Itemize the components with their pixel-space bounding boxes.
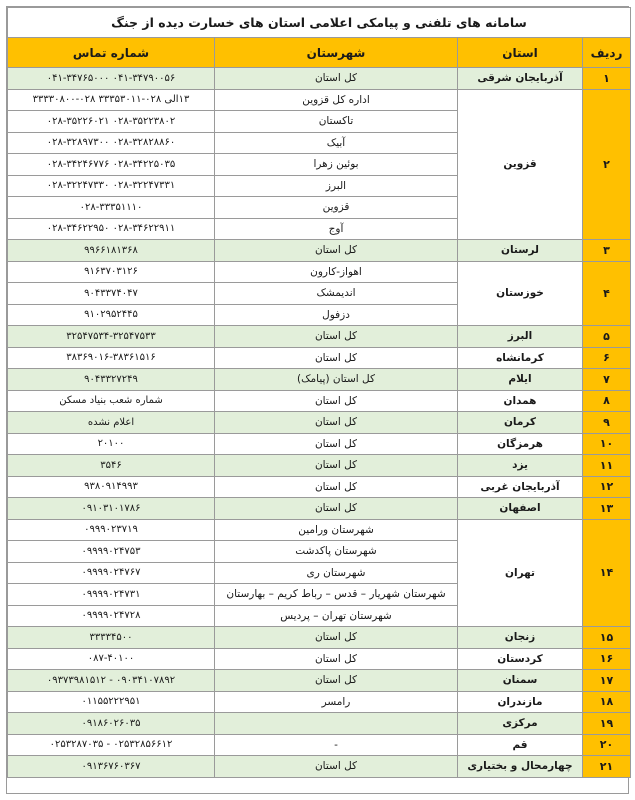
phone-cell: ۰۲۸-۳۴۶۲۲۹۱۱ ۰۲۸-۳۴۶۲۲۹۵۰ <box>8 218 215 240</box>
table-row <box>8 433 631 455</box>
province-cell: مرکزی <box>458 713 583 735</box>
city-cell: کل استان <box>215 347 458 369</box>
province-cell: هرمزگان <box>458 433 583 455</box>
header-row <box>8 38 631 68</box>
city-cell: کل استان <box>215 498 458 520</box>
city-cell <box>215 713 458 735</box>
phone-cell: ۰۲۵۳۲۸۵۶۶۱۲ - ۰۲۵۳۲۸۷۰۳۵ <box>8 734 215 756</box>
phone-cell: ۰۲۸-۳۳۳۵۱۱۱۰ <box>8 197 215 219</box>
city-cell: کل استان <box>215 240 458 262</box>
phone-cell: ۲۰۱۰۰ <box>8 433 215 455</box>
province-cell: اصفهان <box>458 498 583 520</box>
row-number: ۱ <box>583 68 631 90</box>
city-cell: اداره کل قزوین <box>215 89 458 111</box>
table-row <box>8 519 631 541</box>
phone-cell: ۰۹۰۳۴۱۰۷۸۹۲ - ۰۹۳۷۳۹۸۱۵۱۲ <box>8 670 215 692</box>
city-cell: قزوین <box>215 197 458 219</box>
province-cell: چهارمحال و بختیاری <box>458 756 583 778</box>
phone-cell: ۹۹۶۶۱۸۱۳۶۸ <box>8 240 215 262</box>
table-row <box>8 476 631 498</box>
province-cell: کردستان <box>458 648 583 670</box>
city-cell: کل استان <box>215 390 458 412</box>
table-row <box>8 691 631 713</box>
phone-cell: ۰۹۹۹۹۰۲۴۷۵۳ <box>8 541 215 563</box>
city-cell: کل استان <box>215 648 458 670</box>
row-number: ۱۴ <box>583 519 631 627</box>
table-row <box>8 390 631 412</box>
phone-cell: ۰۱۱۵۵۲۲۲۹۵۱ <box>8 691 215 713</box>
province-cell: قزوین <box>458 89 583 240</box>
city-cell: کل استان <box>215 756 458 778</box>
table-row <box>8 261 631 283</box>
city-cell: آوج <box>215 218 458 240</box>
row-number: ۹ <box>583 412 631 434</box>
table-row <box>8 240 631 262</box>
city-cell: کل استان <box>215 433 458 455</box>
city-cell: کل استان <box>215 412 458 434</box>
province-cell: سمنان <box>458 670 583 692</box>
city-cell: کل استان <box>215 326 458 348</box>
header-city: شهرستان <box>215 38 458 68</box>
city-cell: البرز <box>215 175 458 197</box>
phone-cell: ۹۰۴۳۳۷۴۰۴۷ <box>8 283 215 305</box>
phone-cell: ۰۹۹۹۹۰۲۴۷۶۷ <box>8 562 215 584</box>
table-row <box>8 68 631 90</box>
city-cell: شهرستان تهران – پردیس <box>215 605 458 627</box>
row-number: ۱۰ <box>583 433 631 455</box>
city-cell: کل استان <box>215 476 458 498</box>
province-cell: آذربایجان غربی <box>458 476 583 498</box>
header-phone: شماره تماس <box>8 38 215 68</box>
province-cell: خوزستان <box>458 261 583 326</box>
phone-cell: ۳۲۵۴۷۵۳۴-۳۲۵۴۷۵۳۳ <box>8 326 215 348</box>
phone-cell: ۹۱۶۳۷۰۳۱۲۶ <box>8 261 215 283</box>
title-row <box>8 8 631 38</box>
city-cell: اندیمشک <box>215 283 458 305</box>
phone-cell: ۰۹۹۹۹۰۲۴۷۳۱ <box>8 584 215 606</box>
row-number: ۱۸ <box>583 691 631 713</box>
city-cell: کل استان <box>215 627 458 649</box>
province-cell: یزد <box>458 455 583 477</box>
table-row <box>8 498 631 520</box>
row-number: ۱۶ <box>583 648 631 670</box>
province-cell: آذربایجان شرقی <box>458 68 583 90</box>
row-number: ۱۳ <box>583 498 631 520</box>
city-cell: اهواز-کارون <box>215 261 458 283</box>
row-number: ۲ <box>583 89 631 240</box>
row-number: ۶ <box>583 347 631 369</box>
city-cell: کل استان <box>215 670 458 692</box>
city-cell: کل استان <box>215 68 458 90</box>
table-row <box>8 369 631 391</box>
contact-table-sheet <box>6 6 629 794</box>
city-cell: کل استان (پیامک) <box>215 369 458 391</box>
province-cell: تهران <box>458 519 583 627</box>
province-cell: لرستان <box>458 240 583 262</box>
province-cell: قم <box>458 734 583 756</box>
province-cell: کرمان <box>458 412 583 434</box>
phone-cell: ۰۸۷-۴۰۱۰۰ <box>8 648 215 670</box>
phone-cell: اعلام نشده <box>8 412 215 434</box>
phone-cell: ۰۲۸-۳۲۲۴۷۳۳۱ ۰۲۸-۳۲۲۴۷۳۳۰ <box>8 175 215 197</box>
phone-cell: ۹۳۸۰۹۱۴۹۹۳ <box>8 476 215 498</box>
table-title: سامانه های تلفنی و پیامکی اعلامی استان های خسارت دیده از جنگ <box>8 8 631 38</box>
city-cell: رامسر <box>215 691 458 713</box>
table-body <box>8 68 631 778</box>
phone-cell: ۰۲۸-۳۴۲۲۵۰۳۵ ۰۲۸-۳۴۲۴۶۷۷۶ <box>8 154 215 176</box>
row-number: ۸ <box>583 390 631 412</box>
city-cell: آبیک <box>215 132 458 154</box>
row-number: ۱۲ <box>583 476 631 498</box>
row-number: ۳ <box>583 240 631 262</box>
row-number: ۱۱ <box>583 455 631 477</box>
phone-cell: ۰۲۸-۳۵۲۲۳۸۰۲ ۰۲۸-۳۵۲۲۶۰۲۱ <box>8 111 215 133</box>
phone-cell: ۰۹۱۳۶۷۶۰۳۶۷ <box>8 756 215 778</box>
row-number: ۵ <box>583 326 631 348</box>
city-cell: شهرستان پاکدشت <box>215 541 458 563</box>
table-row <box>8 648 631 670</box>
contact-table <box>7 7 631 778</box>
city-cell: شهرستان شهریار – قدس – رباط کریم – بهارستان <box>215 584 458 606</box>
phone-cell: ۰۹۹۹۰۲۳۷۱۹ <box>8 519 215 541</box>
table-row <box>8 326 631 348</box>
province-cell: مازندران <box>458 691 583 713</box>
table-row <box>8 670 631 692</box>
table-row <box>8 713 631 735</box>
city-cell: بوئین زهرا <box>215 154 458 176</box>
phone-cell: ۰۹۱۸۶۰۲۶۰۳۵ <box>8 713 215 735</box>
table-row <box>8 412 631 434</box>
table-row <box>8 89 631 111</box>
phone-cell: شماره شعب بنیاد مسکن <box>8 390 215 412</box>
row-number: ۲۰ <box>583 734 631 756</box>
phone-cell: ۰۲۸-۳۲۸۲۸۸۶۰ ۰۲۸-۳۲۸۹۷۳۰۰ <box>8 132 215 154</box>
header-province: استان <box>458 38 583 68</box>
phone-cell: ۹۰۴۳۳۲۷۲۴۹ <box>8 369 215 391</box>
phone-cell: ۳۳۳۳۴۵۰۰ <box>8 627 215 649</box>
province-cell: زنجان <box>458 627 583 649</box>
city-cell: کل استان <box>215 455 458 477</box>
city-cell: - <box>215 734 458 756</box>
phone-cell: ۰۴۱-۳۴۷۹۰۰۵۶ ۰۴۱-۳۴۷۶۵۰۰۰ <box>8 68 215 90</box>
province-cell: البرز <box>458 326 583 348</box>
phone-cell: ۰۹۹۹۹۰۲۴۷۲۸ <box>8 605 215 627</box>
table-row <box>8 455 631 477</box>
table-row <box>8 756 631 778</box>
province-cell: کرمانشاه <box>458 347 583 369</box>
phone-cell: ۳۸۳۶۹۰۱۶-۳۸۳۶۱۵۱۶ <box>8 347 215 369</box>
row-number: ۱۷ <box>583 670 631 692</box>
city-cell: شهرستان ری <box>215 562 458 584</box>
phone-cell: ۰۹۱۰۳۱۰۱۷۸۶ <box>8 498 215 520</box>
city-cell: دزفول <box>215 304 458 326</box>
table-row <box>8 347 631 369</box>
phone-cell: ۳۵۴۶ <box>8 455 215 477</box>
province-cell: ایلام <box>458 369 583 391</box>
table-row <box>8 627 631 649</box>
phone-cell: ۱۳الی ۰۲۸-۳۳۳۵۳۰۱۱ ۰۲۸-۳۳۳۳۰۸۰۰ <box>8 89 215 111</box>
phone-cell: ۹۱۰۲۹۵۲۴۴۵ <box>8 304 215 326</box>
city-cell: شهرستان ورامین <box>215 519 458 541</box>
row-number: ۷ <box>583 369 631 391</box>
row-number: ۴ <box>583 261 631 326</box>
table-row <box>8 734 631 756</box>
header-num: ردیف <box>583 38 631 68</box>
province-cell: همدان <box>458 390 583 412</box>
row-number: ۲۱ <box>583 756 631 778</box>
row-number: ۱۵ <box>583 627 631 649</box>
row-number: ۱۹ <box>583 713 631 735</box>
city-cell: تاکستان <box>215 111 458 133</box>
